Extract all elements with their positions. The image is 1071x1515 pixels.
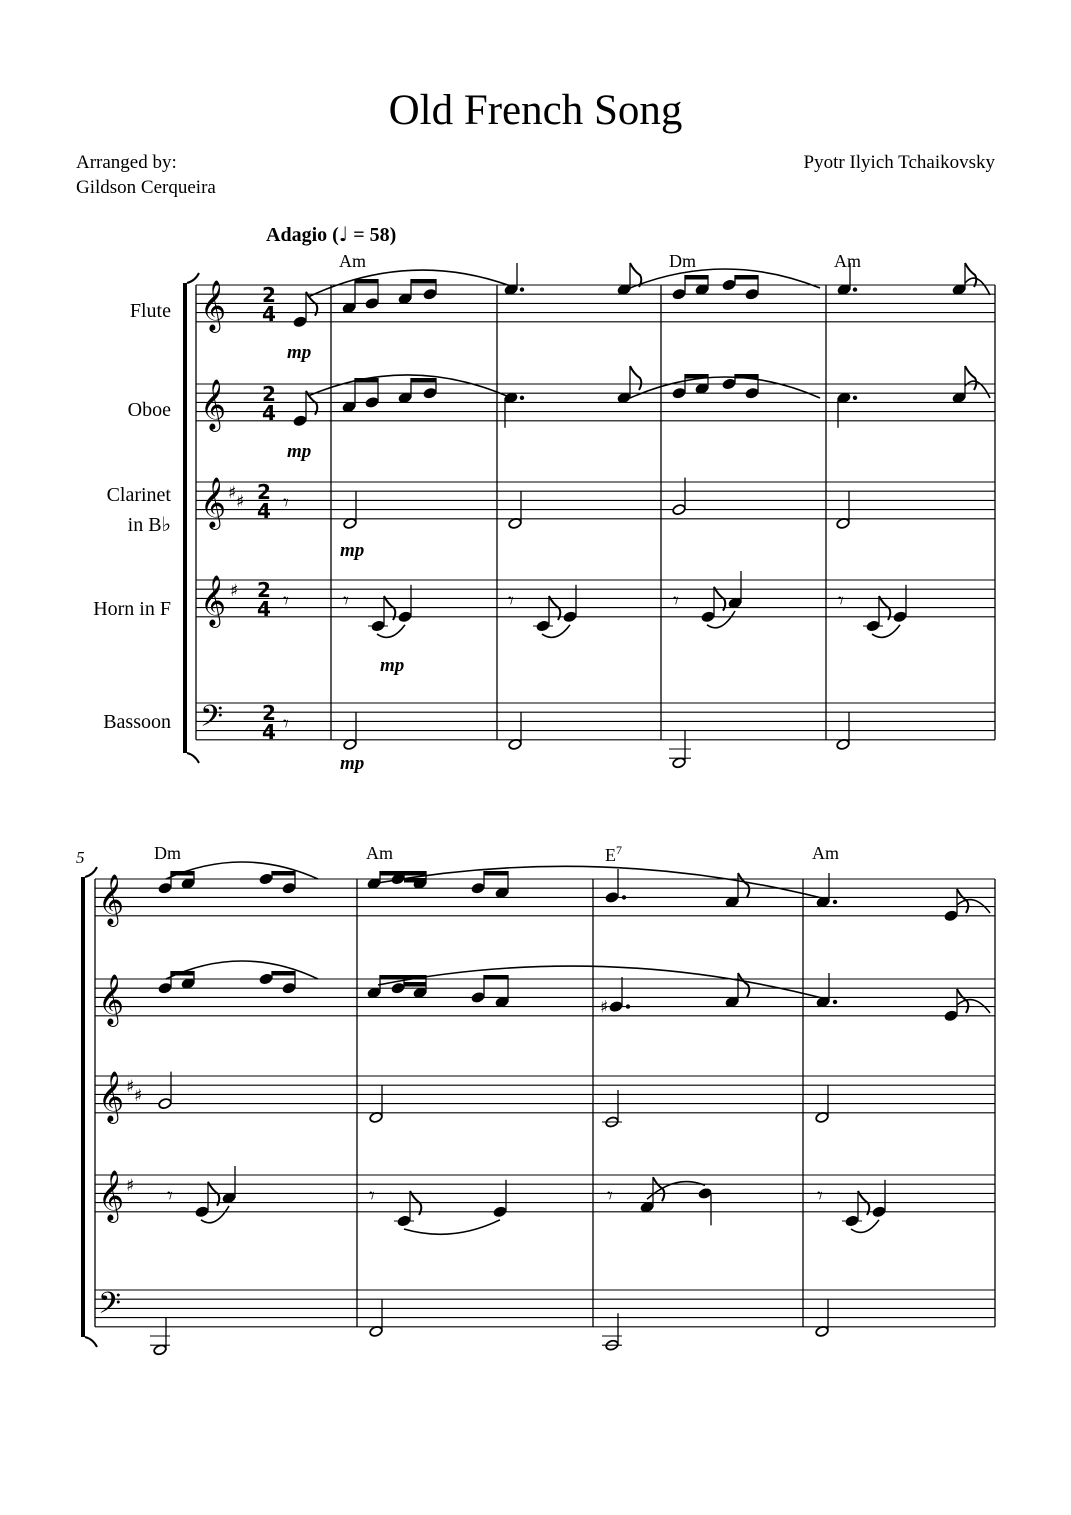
sharp-icon: ♯ xyxy=(126,1176,135,1196)
system-bracket xyxy=(183,283,187,753)
note-head xyxy=(672,288,686,300)
system-bracket xyxy=(187,753,199,763)
note-head xyxy=(944,910,958,922)
note-head xyxy=(563,611,577,623)
system-bracket xyxy=(85,867,97,877)
treble-clef-icon: 𝄞 xyxy=(98,974,125,1025)
note-head xyxy=(701,611,715,623)
half-note-head xyxy=(158,1098,172,1110)
augmentation-dot xyxy=(853,396,857,400)
instrument-name-clarinet-key: in B♭ xyxy=(127,514,171,536)
note-head xyxy=(745,288,759,300)
note-head xyxy=(944,1010,958,1022)
note-head xyxy=(259,873,273,885)
instrument-name-horn: Horn in F xyxy=(93,598,171,620)
note-head xyxy=(293,415,307,427)
eighth-rest: 𝄾 xyxy=(673,589,679,614)
dynamic-marking: mp xyxy=(287,441,312,462)
half-note-head xyxy=(672,504,686,516)
eighth-rest: 𝄾 xyxy=(607,1184,613,1209)
note-flag xyxy=(630,263,641,287)
chord-symbol: Dm xyxy=(669,251,696,271)
note-head xyxy=(722,279,736,291)
eighth-rest: 𝄾 xyxy=(283,589,289,614)
note-head xyxy=(282,882,296,894)
tempo-value: = 58) xyxy=(348,224,397,246)
augmentation-dot xyxy=(833,1000,837,1004)
slur xyxy=(378,866,826,899)
note-beam xyxy=(404,982,426,987)
slur xyxy=(404,1220,500,1234)
note-beam xyxy=(355,279,378,284)
note-head xyxy=(471,991,485,1003)
note-head xyxy=(391,982,405,994)
time-signature-bottom: 4 xyxy=(262,720,276,744)
bass-clef-icon: 𝄢 xyxy=(98,1287,122,1328)
chord-symbol: Am xyxy=(366,843,393,863)
instrument-name-oboe: Oboe xyxy=(127,399,171,421)
note-beam xyxy=(272,971,295,976)
quarter-note-icon: ♩ xyxy=(338,222,349,246)
treble-clef-icon: 𝄞 xyxy=(200,379,227,430)
chord-root: E xyxy=(605,845,616,865)
note-beam xyxy=(411,279,436,284)
dynamic-marking: mp xyxy=(287,342,312,363)
augmentation-dot xyxy=(520,287,524,291)
eighth-rest: 𝄾 xyxy=(817,1184,823,1209)
eighth-rest: 𝄾 xyxy=(283,712,289,737)
slur xyxy=(965,278,990,295)
time-signature-top: 2 xyxy=(257,578,271,602)
eighth-rest: 𝄾 xyxy=(369,1184,375,1209)
system-bracket xyxy=(85,1337,97,1347)
note-head xyxy=(158,882,172,894)
treble-clef-icon: 𝄞 xyxy=(200,575,227,626)
note-beam xyxy=(685,275,708,280)
sharp-icon: ♯ xyxy=(236,492,245,512)
note-head xyxy=(365,396,379,408)
note-head xyxy=(423,387,437,399)
note-beam xyxy=(272,871,295,876)
note-head xyxy=(893,611,907,623)
note-head xyxy=(672,387,686,399)
sharp-icon: ♯ xyxy=(126,1077,135,1097)
note-head xyxy=(471,882,485,894)
note-head xyxy=(493,1206,507,1218)
note-head xyxy=(195,1206,209,1218)
chord-symbol: Am xyxy=(812,843,839,863)
time-signature-bottom: 4 xyxy=(262,401,276,425)
bass-clef-icon: 𝄢 xyxy=(200,700,224,741)
note-beam xyxy=(735,275,758,280)
augmentation-dot xyxy=(833,900,837,904)
treble-clef-icon: 𝄞 xyxy=(200,477,227,528)
system-bracket xyxy=(81,877,85,1337)
note-flag xyxy=(965,263,976,287)
augmentation-dot xyxy=(853,287,857,291)
note-head xyxy=(745,387,759,399)
augmentation-dot xyxy=(626,1004,630,1008)
augmentation-dot xyxy=(622,895,626,899)
dynamic-marking: mp xyxy=(380,655,405,676)
augmentation-dot xyxy=(520,396,524,400)
instrument-name-clarinet: Clarinet xyxy=(106,484,171,506)
note-flag xyxy=(965,366,976,390)
dynamic-marking: mp xyxy=(340,540,365,561)
treble-clef-icon: 𝄞 xyxy=(200,280,227,331)
chord-symbol: Am xyxy=(339,251,366,271)
slur xyxy=(378,966,826,999)
eighth-rest: 𝄾 xyxy=(343,589,349,614)
note-flag xyxy=(630,366,641,390)
eighth-rest: 𝄾 xyxy=(283,491,289,516)
note-flag xyxy=(653,1177,664,1201)
arranger-name: Gildson Cerqueira xyxy=(76,177,216,198)
time-signature-top: 2 xyxy=(257,480,271,504)
note-head xyxy=(282,982,296,994)
note-head xyxy=(698,1187,712,1199)
note-head xyxy=(605,891,619,903)
dynamic-marking: mp xyxy=(340,753,365,774)
note-head xyxy=(398,611,412,623)
note-head xyxy=(423,288,437,300)
note-beam xyxy=(411,378,436,383)
composer-name: Pyotr Ilyich Tchaikovsky xyxy=(803,152,995,173)
slur xyxy=(308,270,516,297)
arranger-label: Arranged by: xyxy=(76,152,177,173)
measure-number: 5 xyxy=(76,848,85,867)
sharp-icon: ♯ xyxy=(228,483,237,503)
instrument-name-flute: Flute xyxy=(129,300,171,322)
note-beam xyxy=(380,871,426,876)
tempo-text: Adagio ( xyxy=(266,224,339,246)
time-signature-bottom: 4 xyxy=(262,302,276,326)
sharp-icon: ♯ xyxy=(600,997,609,1018)
note-head xyxy=(609,1001,623,1013)
time-signature-bottom: 4 xyxy=(257,499,271,523)
note-beam xyxy=(484,871,508,876)
eighth-rest: 𝄾 xyxy=(508,589,514,614)
chord-symbol: Dm xyxy=(154,843,181,863)
note-beam xyxy=(484,975,508,980)
sharp-icon: ♯ xyxy=(134,1086,143,1106)
time-signature-top: 2 xyxy=(262,283,276,307)
sharp-icon: ♯ xyxy=(230,581,239,601)
treble-clef-icon: 𝄞 xyxy=(98,1071,125,1122)
score-title: Old French Song xyxy=(388,87,683,134)
note-head xyxy=(158,982,172,994)
eighth-rest: 𝄾 xyxy=(838,589,844,614)
note-head xyxy=(259,973,273,985)
system-bracket xyxy=(187,273,199,283)
time-signature-top: 2 xyxy=(262,701,276,725)
note-head xyxy=(293,316,307,328)
treble-clef-icon: 𝄞 xyxy=(98,874,125,925)
treble-clef-icon: 𝄞 xyxy=(98,1170,125,1221)
note-head xyxy=(872,1206,886,1218)
note-flag xyxy=(738,973,749,997)
time-signature-top: 2 xyxy=(262,382,276,406)
eighth-rest: 𝄾 xyxy=(167,1184,173,1209)
time-signature-bottom: 4 xyxy=(257,597,271,621)
note-flag xyxy=(738,873,749,897)
note-head xyxy=(722,378,736,390)
chord-extension: 7 xyxy=(616,843,622,857)
instrument-name-bassoon: Bassoon xyxy=(103,711,171,733)
chord-symbol: Am xyxy=(834,251,861,271)
note-head xyxy=(365,297,379,309)
